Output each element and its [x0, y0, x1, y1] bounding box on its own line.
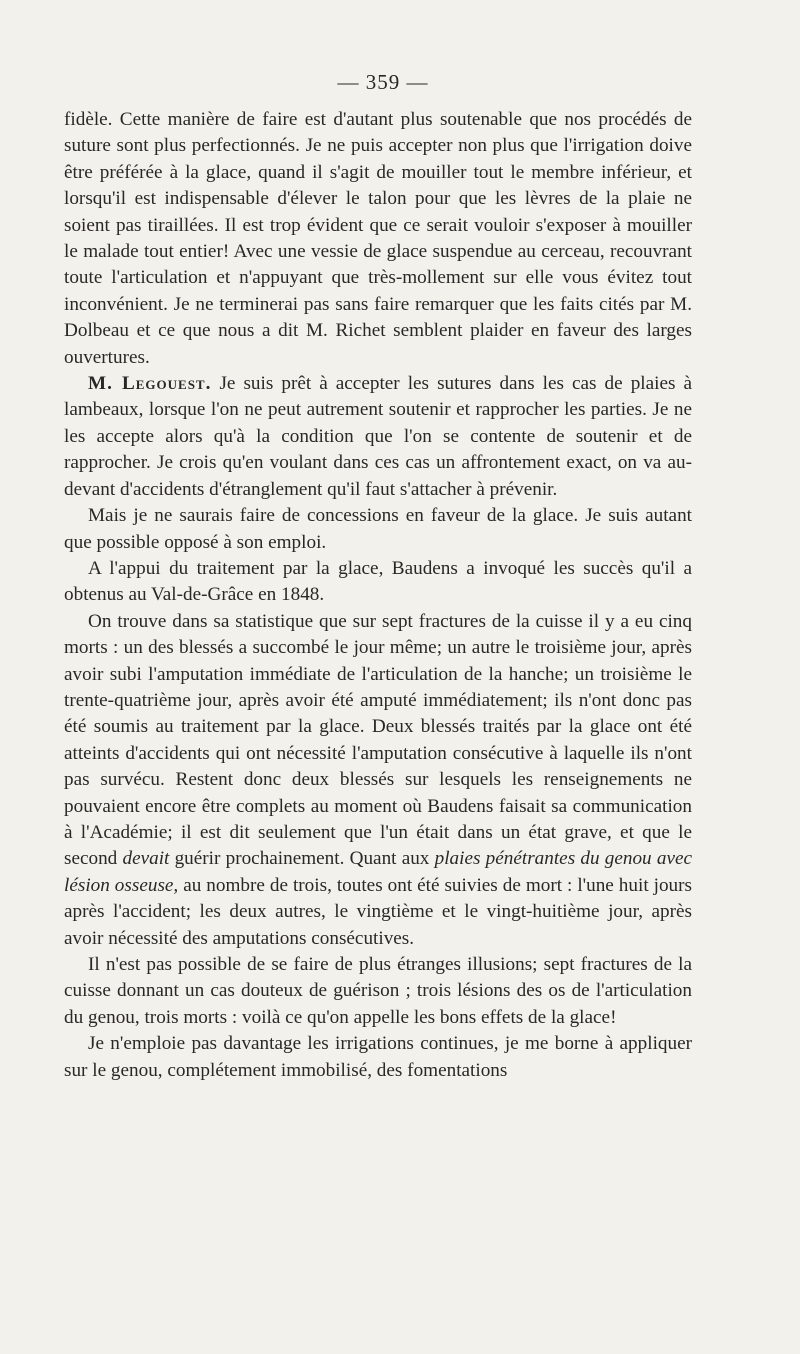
paragraph-3: Mais je ne saurais faire de concessions en faveur de la glace. Je suis autant que possible opposé à son emploi. — [64, 505, 692, 553]
paragraph-5-part-2: guérir prochainement. Quant aux — [169, 848, 435, 870]
paragraph-2-text: Je suis prêt à accepter les sutures dans les cas de plaies à lambeaux, lorsque l'on ne peut autrement soutenir et rapprocher les parties. Je ne les accepte alors qu'à la condition que l'on se contente de soutenir et de rapprocher. Je crois qu'en voulant dans ces cas un affrontement exact, on va au-devant d'accidents d'étranglement qu'il faut s'attacher à prévenir. — [64, 373, 693, 500]
page-number: — 359 — — [337, 70, 429, 94]
paragraph-2 — [64, 371, 692, 503]
paragraph-5-italic-2: plaies pénétrantes du genou avec lésion osseuse, — [64, 848, 692, 896]
paragraph-5-italic-1: devait — [122, 848, 170, 870]
paragraph-5-part-3: au nombre de trois, toutes ont été suivies de mort : l'une huit jours après l'accident; les deux autres, le vingtième et le vingt-huitième jour, après avoir nécessité des amputations consécutives. — [64, 874, 692, 949]
paragraph-4: A l'appui du traitement par la glace, Baudens a invoqué les succès qu'il a obtenus au Val-de-Grâce en 1848. — [64, 557, 692, 606]
paragraph-5-part-1: On trouve dans sa statistique que sur sept fractures de la cuisse il y a eu cinq morts : un des blessés a succombé le jour même; un autre le troisième jour, après avoir subi l'amputation immédiate de l'articulation de la hanche; un troisième le trente-quatrième jour, après avoir été amputé immédiatement; ils n'ont donc pas été soumis au traitement par la glace. Deux blessés traités par la glace ont été atteints d'accidents qui ont nécessité l'amputation consécutive à laquelle ils n'ont pas survécu. Restent donc deux blessés sur lesquels les renseignements ne pouvaient encore être complets au moment où Baudens faisait sa communication à l'Académie; il est dit seulement que l'un était dans un état grave, et que le second — [64, 610, 692, 870]
speaker-name: M. Legouest. — [88, 373, 212, 395]
page-body — [64, 107, 692, 1084]
paragraph-7: Je n'emploie pas davantage les irrigations continues, je me borne à appliquer sur le genou, complétement immobilisé, des fomentations — [64, 1033, 692, 1081]
paragraph-1: fidèle. Cette manière de faire est d'autant plus soutenable que nos procédés de suture sont plus perfectionnés. Je ne puis accepter non plus que l'irrigation doive être préférée à la glace, quand il s'agit de mouiller tout le membre inférieur, et lorsqu'il est indispensable d'élever le talon pour que les lèvres de la plaie ne soient pas tiraillées. Il est trop évident que ce serait vouloir s'exposer à mouiller le malade tout entier! Avec une vessie de glace suspendue au cerceau, recouvrant toute l'articulation et n'appuyant que très-mollement sur elle vous évitez tout inconvénient. Je ne terminerai pas sans faire remarquer que les faits cités par M. Dolbeau et ce que nous a dit M. Richet semblent plaider en faveur des larges ouvertures. — [64, 109, 692, 368]
paragraph-5 — [64, 609, 692, 952]
paragraph-6: Il n'est pas possible de se faire de plus étranges illusions; sept fractures de la cuisse donnant un cas douteux de guérison ; trois lésions des os de l'articulation du genou, trois morts : voilà ce qu'on appelle les bons effets de la glace! — [64, 954, 692, 1028]
